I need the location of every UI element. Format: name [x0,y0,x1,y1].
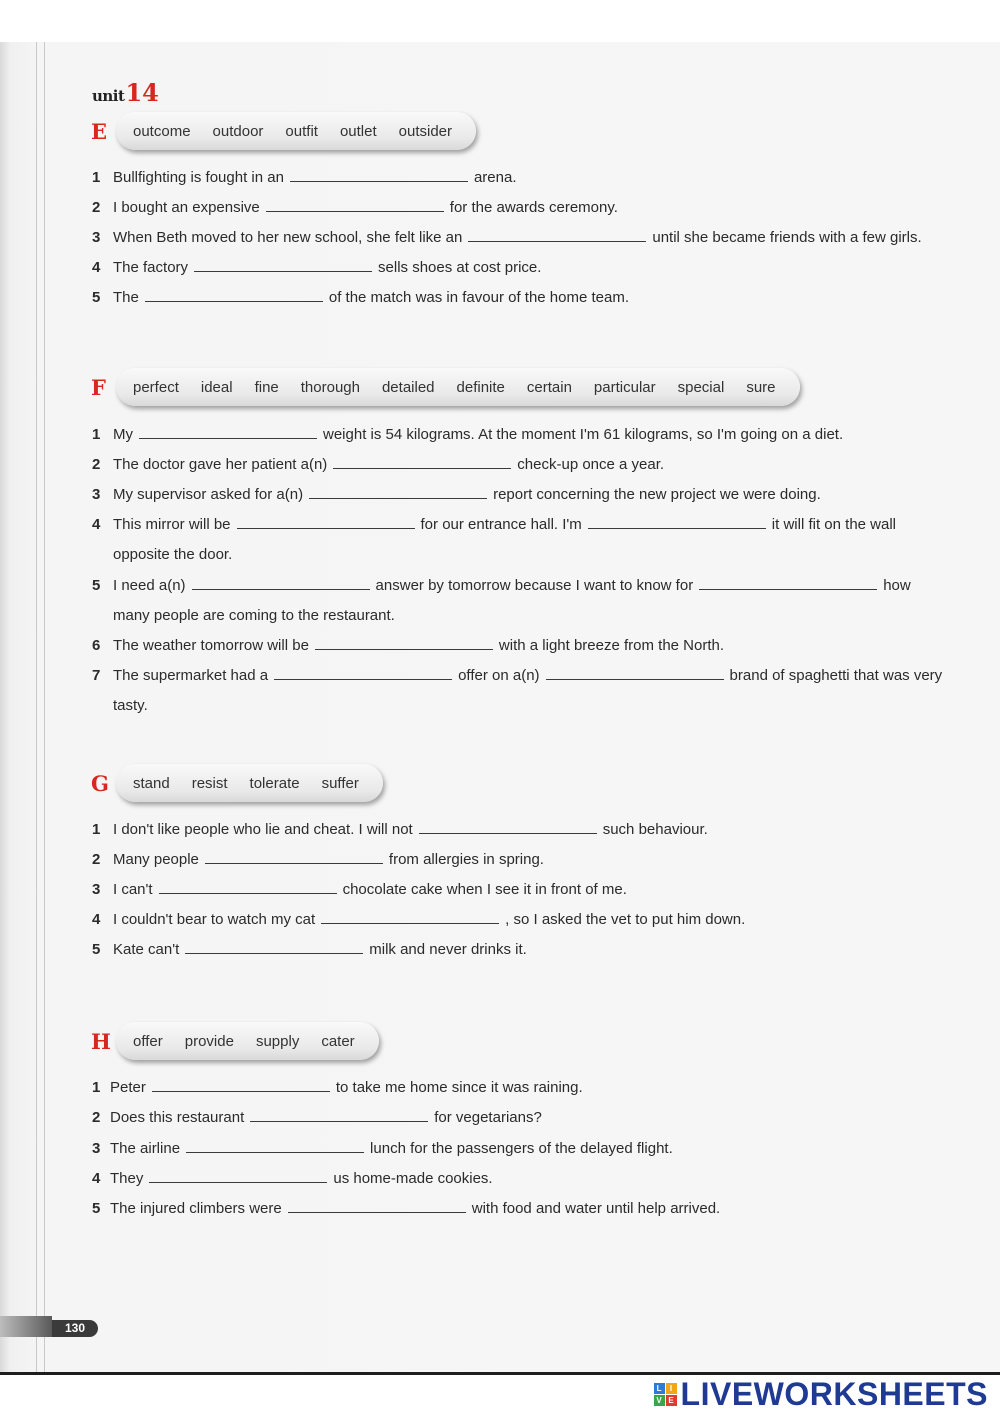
question-text: brand of spaghetti that was very tasty. [113,667,943,714]
answer-blank[interactable] [288,1198,466,1213]
question-text: lunch for the passengers of the delayed flight. [370,1140,673,1157]
question-number: 1 [92,1079,101,1096]
logo-tile: V [654,1395,665,1406]
question-text: The doctor gave her patient a(n) [113,456,328,473]
question-item [92,631,950,661]
answer-blank[interactable] [185,939,363,954]
answer-blank[interactable] [237,514,415,529]
logo-tile: L [654,1383,665,1394]
word-bank-item: sure [746,378,776,396]
word-bank-item: cater [321,1032,355,1050]
question-text: The factory [113,259,189,276]
section-letter: F [91,375,106,400]
question-text: with a light breeze from the North. [498,637,725,654]
question-text: for the awards ceremony. [449,199,618,216]
question-text: of the match was in favour of the home team. [328,289,630,306]
word-bank-item: special [677,378,725,396]
logo-tile: E [666,1395,677,1406]
answer-blank[interactable] [139,424,317,439]
word-bank-item: certain [526,378,572,396]
question-text: sells shoes at cost price. [378,259,542,276]
answer-blank[interactable] [192,575,370,590]
word-bank-item: detailed [381,378,435,396]
question-item [92,283,950,313]
word-bank-item: suffer [321,774,359,792]
question-text: to take me home since it was raining. [335,1079,583,1096]
question-text: I don't like people who lie and cheat. I will not [113,821,413,838]
answer-blank[interactable] [290,167,468,182]
question-item [92,1073,950,1103]
word-bank-item: outsider [398,122,453,140]
answer-blank[interactable] [315,635,493,650]
word-bank-item: ideal [200,378,233,396]
question-number: 6 [92,637,101,654]
question-item [92,935,950,965]
word-bank-item: fine [254,378,279,396]
question-text: offer on a(n) [458,667,540,684]
answer-blank[interactable] [250,1107,428,1122]
question-number: 3 [92,1140,101,1157]
question-text: , so I asked the vet to put him down. [505,911,746,928]
answer-blank[interactable] [309,484,487,499]
answer-blank[interactable] [266,197,444,212]
question-number: 5 [92,577,101,594]
question-text: The [113,289,139,306]
question-text: check-up once a year. [517,456,665,473]
question-text: They [110,1170,144,1187]
question-text: answer by tomorrow because I want to know for [375,577,694,594]
question-text: The airline [110,1140,181,1157]
section-letter: E [91,119,108,144]
question-number: 7 [92,667,101,684]
question-number: 4 [92,1170,101,1187]
answer-blank[interactable] [194,257,372,272]
question-text: with food and water until help arrived. [471,1200,721,1217]
logo-tile: I [666,1383,677,1394]
question-item [92,420,950,450]
question-text: The injured climbers were [110,1200,282,1217]
answer-blank[interactable] [145,287,323,302]
word-bank-item: outcome [133,122,191,140]
question-text: Kate can't [113,941,180,958]
question-item [92,571,950,631]
page-edge-mark [0,1316,52,1337]
question-number: 3 [92,881,101,898]
question-text: When Beth moved to her new school, she felt like an [113,229,463,246]
question-text: The supermarket had a [113,667,269,684]
question-item [92,845,950,875]
word-bank-item: supply [255,1032,300,1050]
answer-blank[interactable] [468,227,646,242]
word-bank-item: resist [191,774,228,792]
word-bank-item: offer [133,1032,163,1050]
question-text: for vegetarians? [434,1109,542,1126]
unit-number: 14 [125,78,159,107]
word-bank-item: outfit [285,122,318,140]
question-item [92,661,950,721]
question-item [92,480,950,510]
question-text: chocolate cake when I see it in front of me. [342,881,627,898]
answer-blank[interactable] [588,514,766,529]
question-text: it will fit on the wall opposite the door. [113,516,897,563]
answer-blank[interactable] [186,1138,364,1153]
question-item [92,193,950,223]
word-bank-item: perfect [133,378,179,396]
answer-blank[interactable] [699,575,877,590]
question-item [92,450,950,480]
question-number: 1 [92,169,101,186]
question-item [92,223,950,253]
section-letter: G [91,771,109,796]
question-number: 1 [92,821,101,838]
question-number: 2 [92,199,101,216]
question-item [92,1134,950,1164]
page-number: 130 [52,1320,98,1337]
unit-heading [92,78,159,107]
question-item [92,1194,950,1224]
answer-blank[interactable] [333,454,511,469]
answer-blank[interactable] [159,879,337,894]
word-bank-item: particular [593,378,656,396]
question-text: My [113,426,133,443]
question-item [92,1164,950,1194]
scan-background-top [0,0,1000,45]
question-text: for our entrance hall. I'm [420,516,582,533]
answer-blank[interactable] [152,1077,330,1092]
liveworksheets-icon [654,1383,677,1406]
question-item [92,905,950,935]
question-number: 5 [92,941,101,958]
question-item [92,163,950,193]
question-text: weight is 54 kilograms. At the moment I'm 61 kilograms, so I'm going on a diet. [323,426,844,443]
page-spine-line [36,42,37,1372]
question-text: I couldn't bear to watch my cat [113,911,316,928]
question-number: 5 [92,289,101,306]
answer-blank[interactable] [274,665,452,680]
question-text: My supervisor asked for a(n) [113,486,304,503]
question-number: 4 [92,911,101,928]
word-bank-item: tolerate [249,774,300,792]
question-text: I can't [113,881,153,898]
question-number: 2 [92,1109,101,1126]
question-text: This mirror will be [113,516,231,533]
question-number: 3 [92,229,101,246]
question-item [92,1103,950,1133]
question-text: I need a(n) [113,577,186,594]
answer-blank[interactable] [419,819,597,834]
answer-blank[interactable] [546,665,724,680]
word-bank [116,112,476,150]
question-text: milk and never drinks it. [369,941,527,958]
word-bank-item: provide [184,1032,234,1050]
question-number: 1 [92,426,101,443]
question-item [92,875,950,905]
word-bank [116,1022,379,1060]
question-number: 4 [92,516,101,533]
word-bank [116,764,383,802]
word-bank-item: outlet [339,122,377,140]
question-number: 2 [92,851,101,868]
question-text: Many people [113,851,199,868]
question-text: until she became friends with a few girls. [652,229,922,246]
question-text: us home-made cookies. [333,1170,493,1187]
word-bank-item: thorough [300,378,360,396]
question-text: arena. [473,169,517,186]
question-text: from allergies in spring. [388,851,544,868]
word-bank-item: stand [133,774,170,792]
question-text: The weather tomorrow will be [113,637,309,654]
question-text: how many people are coming to the restaurant. [113,577,911,624]
question-text: I bought an expensive [113,199,260,216]
question-text: report concerning the new project we were doing. [493,486,821,503]
question-item [92,510,950,570]
answer-blank[interactable] [149,1168,327,1183]
page-spine-line [44,42,45,1372]
question-text: Peter [110,1079,146,1096]
question-number: 3 [92,486,101,503]
question-number: 2 [92,456,101,473]
question-text: such behaviour. [602,821,708,838]
section-letter: H [91,1029,111,1054]
question-item [92,815,950,845]
liveworksheets-logo[interactable] [654,1376,988,1413]
question-text: Bullfighting is fought in an [113,169,284,186]
answer-blank[interactable] [205,849,383,864]
question-text: Does this restaurant [110,1109,245,1126]
answer-blank[interactable] [321,909,499,924]
word-bank [116,368,800,406]
word-bank-item: definite [456,378,505,396]
liveworksheets-wordmark: LIVEWORKSHEETS [680,1376,988,1412]
unit-word: unit [92,87,125,105]
question-number: 4 [92,259,101,276]
question-number: 5 [92,1200,101,1217]
question-item [92,253,950,283]
word-bank-item: outdoor [212,122,264,140]
